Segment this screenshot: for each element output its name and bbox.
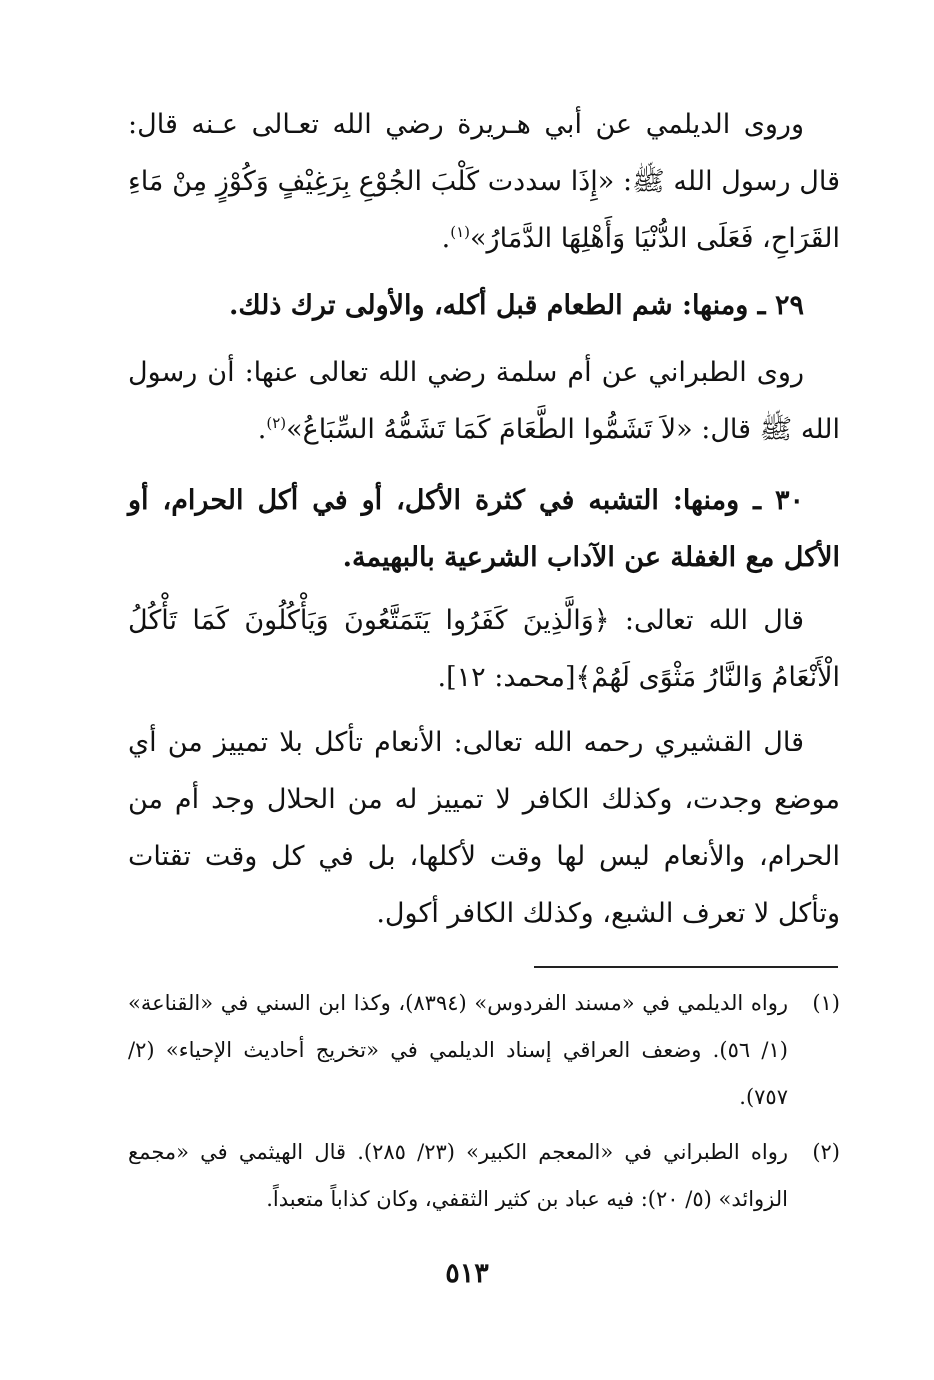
paragraph-qushayri: قال القشيري رحمه الله تعالى: الأنعام تأكل بلا تمييز من أي موضع وجدت، وكذلك الكافر لا تمييز له من الحلال وجد أم من الحرام، والأنعام ليس لها وقت لأكلها، بل في كل وقت تقتات وتأكل لا تعرف الشبع، وكذلك الكافر أكول. bbox=[128, 727, 840, 929]
footnote-separator bbox=[534, 966, 838, 968]
footnote-text: رواه الطبراني في «المعجم الكبير» (٢٣/ ٢٨٥). قال الهيثمي في «مجمع الزوائد» (٥/ ٢٠): فيه عباد بن كثير الثقفي، وكان كذاباً متعبداً. bbox=[128, 1140, 788, 1211]
section-heading-29: ٢٩ ـ ومنها: شم الطعام قبل أكله، والأولى ترك ذلك. bbox=[228, 290, 804, 321]
footnote-number: (١) bbox=[812, 991, 840, 1015]
page-number: ٥١٣ bbox=[445, 1258, 489, 1289]
footnote-ref-2[interactable]: (٢) bbox=[266, 414, 287, 432]
footnote-2 bbox=[128, 1129, 840, 1223]
page-body bbox=[128, 96, 840, 942]
paragraph-text: وروى الديلمي عن أبي هـريرة رضي الله تعـالى عـنه قال: قال رسول الله ﷺ: «إِذَا سددت كَلْبَ الجُوْعِ بِرَغِيْفٍ وَكُوْزٍ مِنْ مَاءِ القَرَاحِ، فَعَلَى الدُّنْيَا وَأَهْلِهَا الدَّمَارُ» bbox=[128, 109, 840, 254]
verse-citation: [محمد: ١٢]. bbox=[437, 662, 576, 693]
footnote-text: رواه الديلمي في «مسند الفردوس» (٨٣٩٤)، وكذا ابن السني في «القناعة» (١/ ٥٦). وضعف العراقي إسناد الديلمي في «تخريج أحاديث الإحياء» (٢/ ٧٥٧). bbox=[128, 991, 788, 1109]
paragraph-end: . bbox=[441, 223, 451, 254]
section-heading-30: ٣٠ ـ ومنها: التشبه في كثرة الأكل، أو في أكل الحرام، أو الأكل مع الغفلة عن الآداب الشرعية بالبهيمة. bbox=[128, 485, 840, 573]
paragraph-text: روى الطبراني عن أم سلمة رضي الله تعالى عنها: أن رسول الله ﷺ قال: «لاَ تَشَمُّوا الطَّعَامَ كَمَا تَشَمُّهُ السِّبَاعُ» bbox=[128, 357, 840, 445]
footnotes bbox=[128, 980, 840, 1231]
paragraph-tabarani-hadith bbox=[128, 344, 840, 458]
paragraph-end: . bbox=[257, 414, 267, 445]
paragraph-quran-verse bbox=[128, 592, 840, 706]
footnote-1 bbox=[128, 980, 840, 1121]
verse-lead: قال الله تعالى: bbox=[609, 605, 805, 636]
quran-verse: ﴿وَالَّذِينَ كَفَرُوا يَتَمَتَّعُونَ وَيَأْكُلُونَ كَمَا تَأْكُلُ الْأَنْعَامُ وَالنَّارُ مَثْوًى لَهُمْ﴾ bbox=[128, 605, 840, 693]
footnote-number: (٢) bbox=[812, 1140, 840, 1164]
paragraph-dailami-hadith bbox=[128, 96, 840, 267]
footnote-ref-1[interactable]: (١) bbox=[450, 223, 471, 241]
